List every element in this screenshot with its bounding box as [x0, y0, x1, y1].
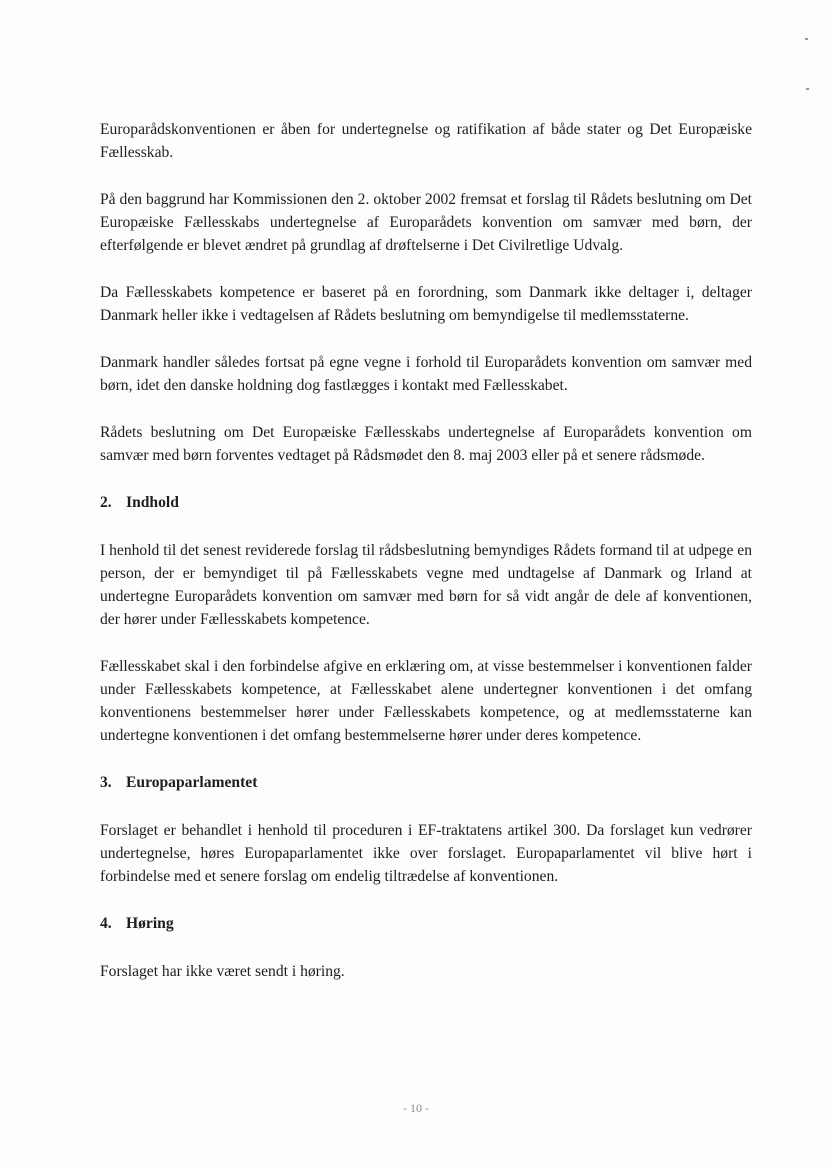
section-title: Europaparlamentet	[126, 774, 258, 791]
paragraph-intro-5: Rådets beslutning om Det Europæiske Fællesskabs undertegnelse af Europarådets konvention om samvær med børn forventes vedtaget på Rådsmødet den 8. maj 2003 eller på et senere rådsmøde.	[100, 424, 752, 464]
section-number: 2.	[100, 494, 112, 511]
paragraph-intro-4: Danmark handler således fortsat på egne vegne i forhold til Europarådets konvention om samvær med børn, idet den danske holdning dog fastlægges i kontakt med Fællesskabet.	[100, 354, 752, 394]
paragraph-europaparlamentet-1: Forslaget er behandlet i henhold til proceduren i EF-traktatens artikel 300. Da forslaget kun vedrører undertegnelse, høres Europaparlamentet ikke over forslaget. Europaparlamentet vil blive hørt i forbindelse med et senere forslag om endelig tiltrædelse af konventionen.	[100, 822, 752, 885]
section-heading-europaparlamentet	[100, 771, 752, 794]
paragraph-intro-3: Da Fællesskabets kompetence er baseret på en forordning, som Danmark ikke deltager i, deltager Danmark heller ikke i vedtagelsen af Rådets beslutning om bemyndigelse til medlemsstaterne.	[100, 284, 752, 324]
paragraph-horing-1: Forslaget har ikke været sendt i høring.	[100, 963, 345, 980]
paragraph-indhold-1: I henhold til det senest reviderede forslag til rådsbeslutning bemyndiges Rådets formand til at udpege en person, der er bemyndiget til på Fællesskabets vegne med undtagelse af Danmark og Irland at undertegne Europarådets konvention om samvær med børn for så vidt angår de dele af konventionen, der hører under Fællesskabets kompetence.	[100, 542, 752, 628]
paragraph-indhold-2: Fællesskabet skal i den forbindelse afgive en erklæring om, at visse bestemmelser i konventionen falder under Fællesskabets kompetence, at Fællesskabet alene undertegner konventionen i det omfang konventionens bestemmelser hører under Fællesskabets kompetence, og at medlemsstaterne kan undertegne konventionen i det omfang bestemmelserne hører under deres kompetence.	[100, 658, 752, 744]
scan-speck	[806, 88, 809, 90]
section-title: Indhold	[126, 494, 179, 511]
section-heading-indhold	[100, 491, 752, 514]
paragraph-intro-2: På den baggrund har Kommissionen den 2. oktober 2002 fremsat et forslag til Rådets beslutning om Det Europæiske Fællesskabs undertegnelse af Europarådets konvention om samvær med børn, der efterfølgende er blevet ændret på grundlag af drøftelserne i Det Civilretlige Udvalg.	[100, 191, 752, 254]
paragraph-intro-1: Europarådskonventionen er åben for undertegnelse og ratifikation af både stater og Det Europæiske Fællesskab.	[100, 121, 752, 161]
section-number: 4.	[100, 915, 112, 932]
section-number: 3.	[100, 774, 112, 791]
document-body	[100, 118, 752, 1007]
page-number: - 10 -	[403, 1101, 429, 1115]
section-title: Høring	[126, 915, 174, 932]
scan-speck	[805, 38, 808, 40]
section-heading-horing	[100, 912, 752, 935]
